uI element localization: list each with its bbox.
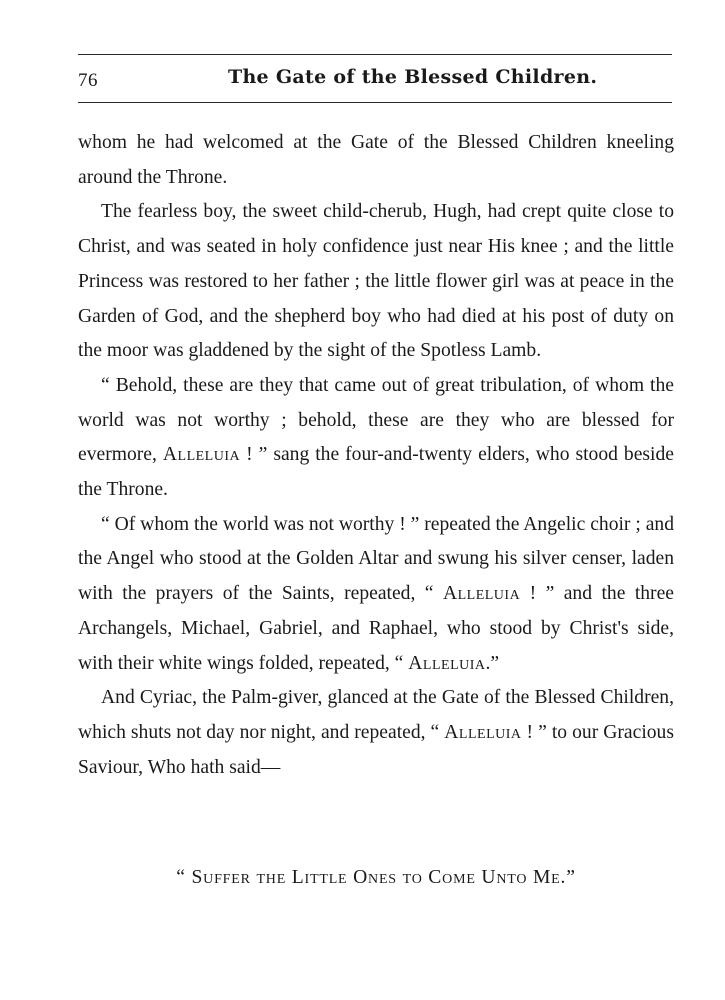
closing-quotation: “ Suffer the Little Ones to Come Unto Me.” — [176, 867, 576, 888]
paragraph-1: whom he had welcomed at the Gate of the Blessed Children kneeling around the Throne. — [78, 132, 674, 188]
alleluia-small-caps: Alleluia — [408, 652, 486, 674]
body-text — [78, 126, 674, 785]
paragraph-3-text-before: “ Behold, these are they that came out of great tribulation, of whom the world was not worthy ; behold, these are they who are blessed for evermore, — [78, 374, 674, 466]
paragraph-5-text-after: ! ” to our Gracious Saviour, Who hath said— — [78, 721, 674, 778]
header-top-rule — [78, 54, 672, 55]
paragraph-5-text-before: And Cyriac, the Palm-giver, glanced at the Gate of the Blessed Children, which shuts not day nor night, and repeated, “ — [78, 687, 674, 743]
header-bottom-rule — [78, 102, 672, 103]
alleluia-small-caps: Alleluia — [162, 444, 241, 466]
alleluia-small-caps: Alleluia — [442, 583, 521, 605]
paragraph-4-text-1: “ Of whom the world was not worthy ! ” repeated the Angelic choir ; and the Angel who stood at the Golden Altar and swung his silver censer, laden with the prayers of the Saints, repeated, “ — [78, 513, 674, 605]
running-title: The Gate of the Blessed Children. — [228, 66, 598, 88]
alleluia-small-caps: Alleluia — [444, 721, 522, 743]
paragraph-3-text-after: ! ” sang the four-and-twenty elders, who stood beside the Throne. — [78, 444, 674, 501]
paragraph-3 — [78, 369, 674, 508]
paragraph-4-text-2: ! ” and the three Archangels, Michael, Gabriel, and Raphael, who stood by Christ's side, with their white wings folded, repeated, “ — [78, 583, 674, 674]
paragraph-2: The fearless boy, the sweet child-cherub, Hugh, had crept quite close to Christ, and was seated in holy confidence just near His knee ; and the little Princess was restored to her father ; the little flower girl was at peace in the Garden of God, and the shepherd boy who had died at his post of duty on the moor was gladdened by the sight of the Spotless Lamb. — [78, 201, 674, 362]
running-head — [78, 66, 672, 94]
paragraph-5 — [78, 681, 674, 785]
page-number: 76 — [78, 70, 98, 91]
paragraph-4-text-3: .” — [485, 652, 500, 674]
paragraph-4 — [78, 508, 674, 682]
